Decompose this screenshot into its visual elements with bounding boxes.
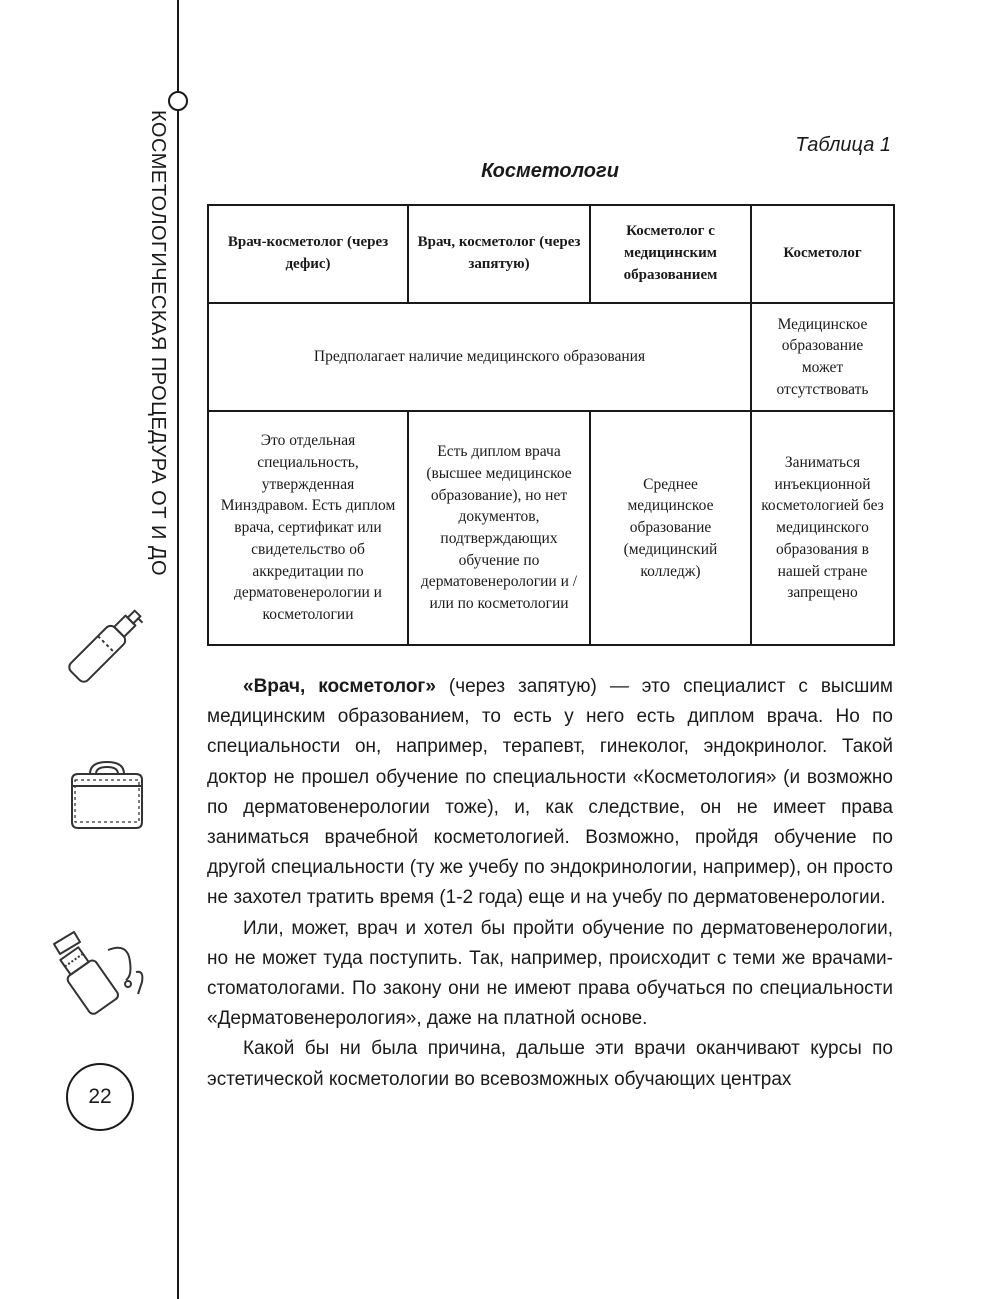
table-row [208,411,894,645]
spray-bottle-icon [55,596,155,696]
table-cell: Заниматься инъекционной косметологией без медицинского образования в нашей стране запрещено [751,411,894,645]
header-cell: Врач, косметолог (через запятую) [408,205,590,303]
body-text [207,672,893,1095]
spine-dot [168,91,188,111]
running-title: КОСМЕТОЛОГИЧЕСКАЯ ПРОЦЕДУРА ОТ И ДО [147,110,169,577]
table-row [208,303,894,411]
table-cell: Медицинское образование может отсутствовать [751,303,894,411]
spine-line [177,0,179,1299]
table-caption: Таблица 1 [795,134,891,156]
paragraph-text: (через запятую) — это специалист с высшим медицинским образованием, то есть у него есть диплом врача. Но по специальности он, например, терапевт, гинеколог, эндокринолог. Такой доктор не прошел обучение по специальности «Косметология» (и возможно по дерматовенерологии тоже), и, как следствие, он не имеет права заниматься врачебной косметологией. Возможно, пройдя обучение по другой специальности (ту же учебу по эндокринологии, например), он просто не захотел тратить время (1-2 года) еще и на учебу по дерматовенерологии. [207,676,893,909]
header-cell: Врач-косметолог (через дефис) [208,205,408,303]
table-cell-merged: Предполагает наличие медицинского образования [208,303,751,411]
header-cell: Косметолог с медицинским образованием [590,205,751,303]
header-cell: Косметолог [751,205,894,303]
paragraph: Какой бы ни была причина, дальше эти врачи оканчивают курсы по эстетической косметологии во всевозможных обучающих центрах [207,1038,893,1090]
paragraph [207,672,893,914]
term-bold: «Врач, косметолог» [243,676,436,697]
table-cell: Это отдельная специальность, утвержденная Минздравом. Есть диплом врача, сертификат или свидетельство об аккредитации по дерматовенерологии и косметологии [208,411,408,645]
table-header-row [208,205,894,303]
table-cell: Есть диплом врача (высшее медицинское образование), но нет документов, подтверждающих обучение по дерматовенерологии и / или по косметологии [408,411,590,645]
paragraph: Или, может, врач и хотел бы пройти обучение по дерматовенерологии, но не может туда поступить. Так, например, происходит с теми же врачами-стоматологами. По закону они не имеют права обучаться по специальности «Дерматовенерология», даже на платной основе. [207,917,893,1030]
table-cell: Среднее медицинское образование (медицинский колледж) [590,411,751,645]
page-number: 22 [66,1063,134,1131]
cosmetologists-table [207,204,895,646]
nail-polish-icon [48,922,158,1022]
cosmetic-bag-icon [66,758,148,834]
table-title: Косметологи [481,160,619,182]
